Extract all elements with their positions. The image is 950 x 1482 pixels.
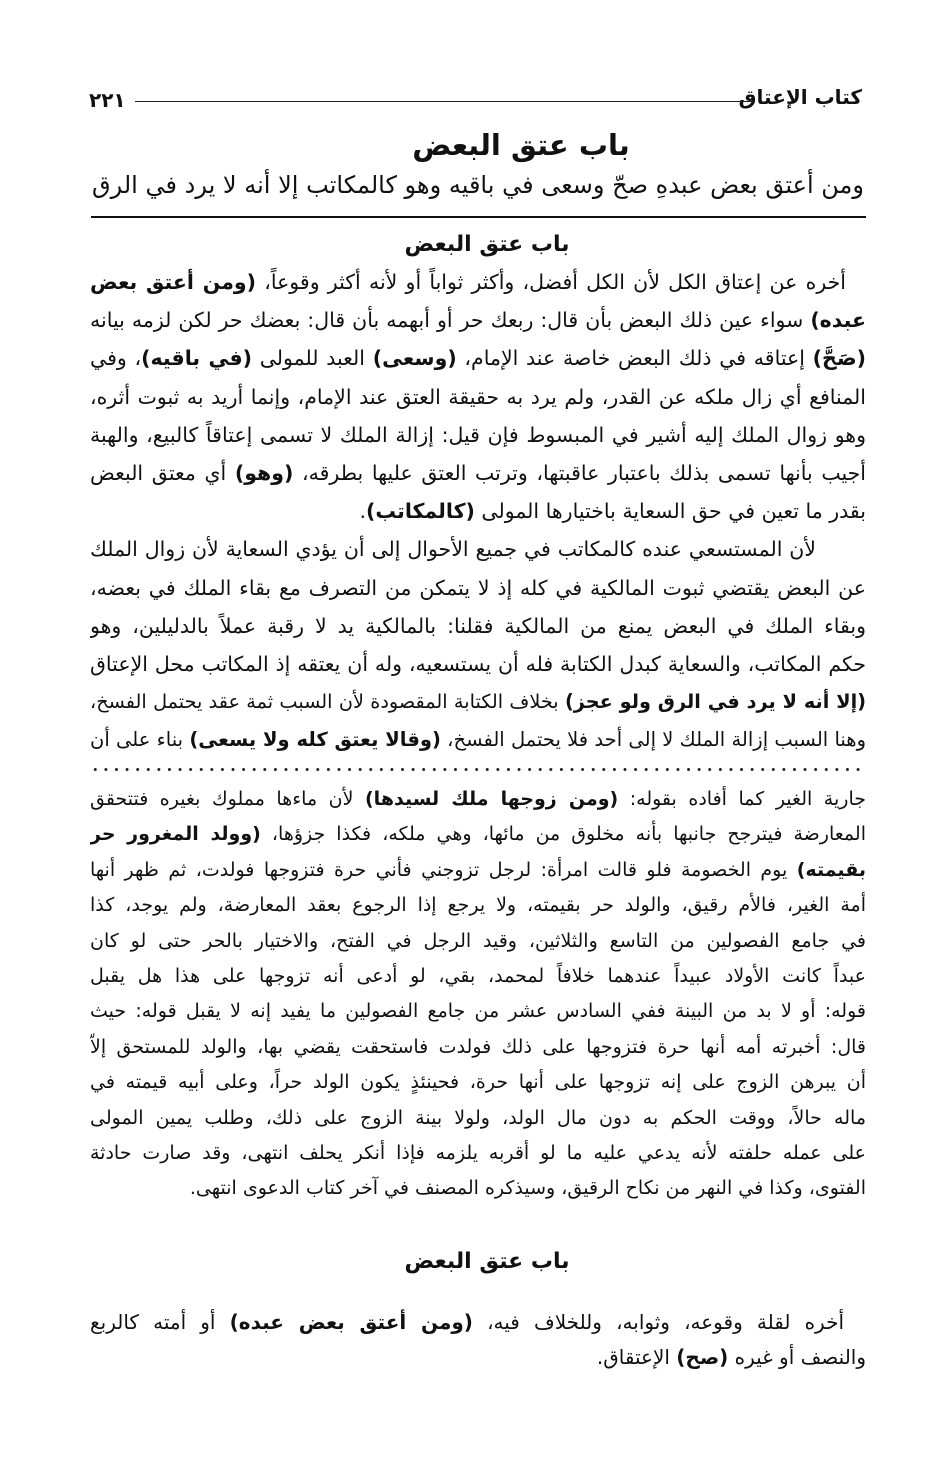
text-line bbox=[90, 1065, 866, 1100]
text-run: بناء على أن bbox=[90, 728, 190, 752]
matn-quote: (ومن زوجها ملك لسيدها) bbox=[365, 788, 619, 810]
text-line bbox=[90, 1340, 866, 1375]
matn-quote: (ومن أعتق بعض bbox=[90, 270, 257, 294]
text-run: حكم المكاتب، والسعاية كبدل الكتابة فله أن يستسعيه، وله أن يعتقه إذ المكاتب محل الإعتاق bbox=[90, 652, 866, 677]
text-line bbox=[90, 924, 866, 959]
text-line bbox=[90, 645, 866, 683]
matn-quote: عبده) bbox=[810, 308, 866, 333]
text-line bbox=[90, 1136, 866, 1171]
section-heading: باب عتق البعض bbox=[404, 1249, 570, 1274]
text-run: لأن المستسعي عنده كالمكاتب في جميع الأحوال إلى أن يؤدي السعاية لأن زوال الملك bbox=[90, 537, 816, 562]
matn-quote: (في باقيه) bbox=[141, 346, 252, 371]
text-run: بخلاف الكتابة المقصودة لأن السبب ثمة عقد يحتمل الفسخ، bbox=[90, 690, 565, 714]
text-run: أمة الغير، فالأم رقيق، والولد حر بقيمته، ولا يرجع إذا الرجوع بعقد المعارضة، ولم يوجد، كذا bbox=[90, 894, 866, 917]
matn-quote: (صح) bbox=[676, 1344, 729, 1369]
commentary-paragraph bbox=[90, 263, 866, 530]
lower-commentary-paragraph bbox=[90, 782, 866, 1207]
text-run: إعتاقه في ذلك البعض خاصة عند الإمام، bbox=[456, 346, 813, 371]
text-run: أجيب بأنها تسمى بذلك باعتبار عاقبتها، وترتب العتق عليها بطرقه، bbox=[293, 461, 866, 486]
text-run: الإعتقاق. bbox=[596, 1344, 677, 1369]
chapter-title: باب عتق البعض bbox=[412, 128, 630, 162]
text-line bbox=[90, 994, 866, 1029]
text-run: أي معتق البعض bbox=[90, 461, 235, 486]
text-run: عن البعض يقتضي ثبوت المالكية في كله إذ لا يتمكن من التصرف مع بقاء الملك في بعضه، bbox=[90, 575, 866, 600]
matn-quote: (صَحَّ) bbox=[812, 346, 866, 371]
text-run: وبقاء الملك في البعض يمنع من المالكية فقلنا: بالمالكية يد لا رقبة عملاً بالدليلين، وهو bbox=[90, 613, 866, 638]
text-run: عبداً كانت الأولاد عبيداً عندهما خلافاً لمحمد، بقي، لو أدعى أنه تزوجها على هذا هل يقبل bbox=[90, 965, 866, 988]
next-section-block bbox=[90, 1305, 866, 1375]
text-run: لأن ماءها مملوك بغيره فتتحقق bbox=[90, 788, 365, 810]
text-line bbox=[90, 853, 866, 888]
text-run: أخره لقلة وقوعه، وثوابه، وللخلاف فيه، bbox=[472, 1309, 844, 1334]
commentary-block bbox=[90, 263, 866, 760]
text-line bbox=[90, 607, 866, 645]
text-run: وهو زوال الملك إليه أشير في المبسوط فإن قيل: إزالة الملك لا تسمى إعتاقاً كالبيع، والهبة bbox=[90, 422, 866, 447]
text-line bbox=[90, 1305, 866, 1340]
text-line bbox=[90, 1030, 866, 1065]
text-run: وهنا السبب إزالة الملك لا إلى أحد فلا يحتمل الفسخ، bbox=[440, 728, 866, 752]
text-line bbox=[90, 339, 866, 377]
text-run: والنصف أو غيره bbox=[728, 1344, 866, 1369]
lower-commentary-block bbox=[90, 782, 866, 1207]
text-run: بقدر ما تعين في حق السعاية باختيارها المولى bbox=[474, 499, 866, 524]
text-line bbox=[90, 569, 866, 607]
text-line bbox=[90, 959, 866, 994]
text-line bbox=[90, 1101, 866, 1136]
text-line bbox=[90, 416, 866, 454]
text-run: جارية الغير كما أفاده بقوله: bbox=[618, 788, 866, 810]
text-line bbox=[90, 782, 866, 817]
text-run: قوله: أو لا بد من البينة ففي السادس عشر من جامع الفصولين ما يفيد إنه لا يقبل قوله: حيث bbox=[90, 1000, 866, 1023]
text-line bbox=[90, 817, 866, 852]
text-run: في جامع الفصولين من التاسع والثلاثين، وقيد الرجل في الفتح، والاختيار بالحر حتى لو كان bbox=[90, 929, 866, 952]
text-run: أو أمته كالربع bbox=[90, 1309, 230, 1334]
text-run: المعارضة فيترجح جانبها بأنه مخلوق من مائها، وهي ملكه، فكذا جزؤها، bbox=[260, 823, 866, 846]
text-line bbox=[90, 1171, 866, 1206]
text-run: يوم الخصومة فلو قالت امرأة: لرجل تزوجني فأني حرة فتزوجها فولدت، ثم ظهر أنها bbox=[90, 858, 797, 881]
commentary-paragraph bbox=[90, 530, 866, 759]
text-run: العبد للمولى bbox=[251, 346, 373, 371]
text-run: على عمله حلفته لأنه يدعي عليه ما لو أقربه يلزمه فإذا أنكر يحلف انتهى، وقد صارت حادثة bbox=[90, 1142, 866, 1165]
matn-quote: (ومن أعتق بعض عبده) bbox=[229, 1309, 473, 1334]
section-heading: باب عتق البعض bbox=[404, 232, 570, 257]
text-line bbox=[90, 721, 866, 759]
text-run: أن يبرهن الزوج على إنه تزوجها على أنها حرة، فحينئذٍ يكون الولد حراً، وعلى أبيه قيمته في bbox=[90, 1071, 866, 1094]
matn-quote: (وسعى) bbox=[372, 346, 457, 371]
text-line bbox=[90, 888, 866, 923]
running-header-title: كتاب الإعتاق bbox=[738, 85, 862, 109]
text-line bbox=[90, 492, 866, 530]
text-run: ماله حالاً، ووقت الحكم به دون مال الولد، ولولا بينة الزوج على ذلك، وطلب يمين المولى bbox=[90, 1106, 866, 1129]
matn-text: ومن أعتق بعض عبدهِ صحّ وسعى في باقيه وهو كالمكاتب إلا أنه لا يرد في الرق bbox=[92, 171, 864, 199]
matn-quote: (كالمكاتب) bbox=[366, 499, 475, 524]
text-run: الفتوى، وكذا في النهر من نكاح الرقيق، وسيذكره المصنف في آخر كتاب الدعوى انتهى. bbox=[189, 1177, 866, 1200]
text-run: أخره عن إعتاق الكل لأن الكل أفضل، وأكثر ثواباً أو لأنه أكثر وقوعاً، bbox=[256, 270, 846, 294]
title-rule bbox=[91, 216, 866, 218]
text-line bbox=[90, 530, 866, 568]
text-line bbox=[90, 301, 866, 339]
text-line bbox=[90, 263, 866, 301]
text-run: ، وفي bbox=[90, 346, 142, 371]
next-section-paragraph bbox=[90, 1305, 866, 1375]
text-run: المنافع أي زال ملكه عن القدر، ولم يرد به حقيقة العتق عند الإمام، وإنما أريد به ثبوت أثره، bbox=[90, 384, 866, 409]
text-line bbox=[90, 378, 866, 416]
text-line bbox=[90, 454, 866, 492]
footnote-separator bbox=[90, 767, 866, 772]
text-line bbox=[90, 683, 866, 721]
matn-quote: (وقالا يعتق كله ولا يسعى) bbox=[189, 728, 441, 752]
matn-quote: (وهو) bbox=[234, 461, 294, 486]
matn-quote: بقيمته) bbox=[796, 858, 866, 881]
page-number: ٢٢١ bbox=[89, 88, 126, 112]
text-run: . bbox=[359, 499, 367, 524]
matn-quote: (إلا أنه لا يرد في الرق ولو عجز) bbox=[564, 690, 866, 714]
matn-quote: (وولد المغرور حر bbox=[90, 823, 261, 846]
text-run: قال: أخبرته أمه أنها حرة فتزوجها على ذلك فولدت فاستحقت يقضي بها، والولد للمستحق إلاّ bbox=[90, 1035, 866, 1058]
running-header-rule bbox=[135, 101, 753, 102]
text-run: سواء عين ذلك البعض بأن قال: ربعك حر أو أبهمه بأن قال: بعضك حر لكن لزمه بيانه bbox=[90, 308, 811, 333]
